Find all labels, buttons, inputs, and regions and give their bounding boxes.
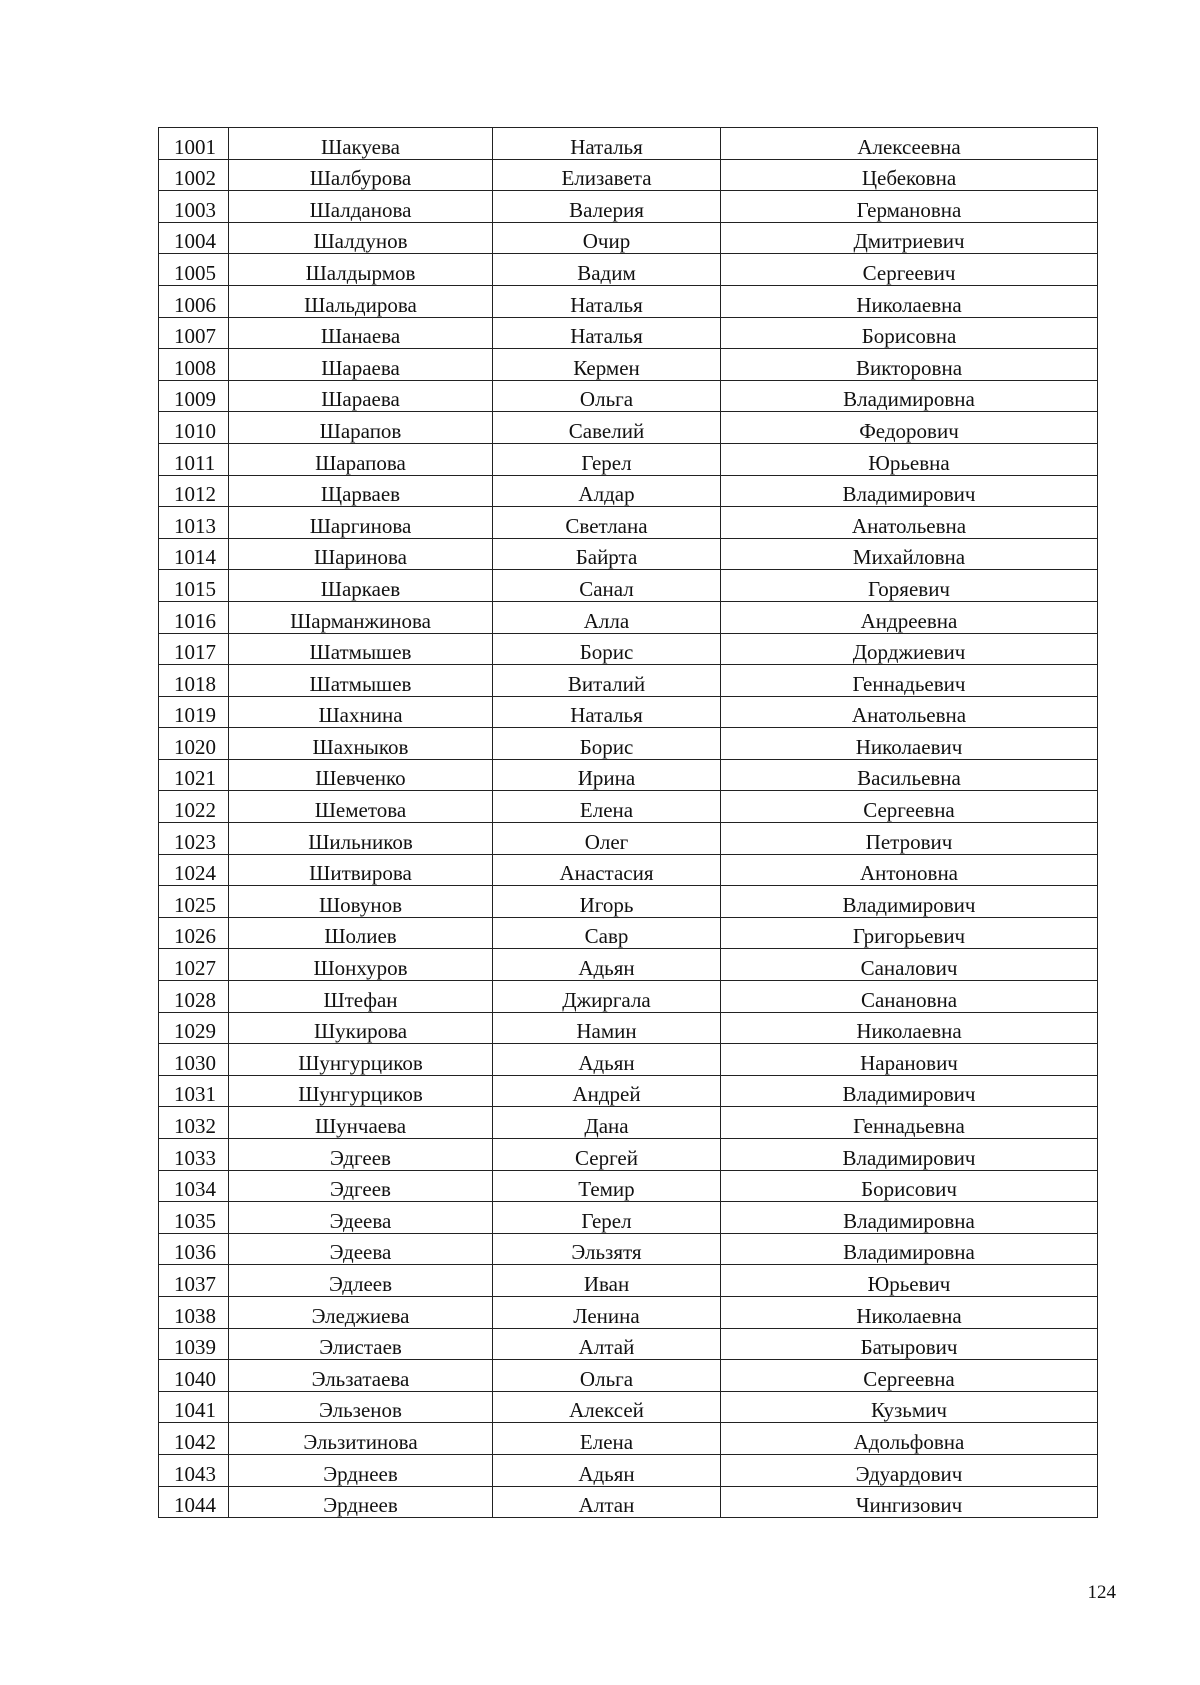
patronymic-cell: Николаевна (721, 1296, 1098, 1328)
surname-cell: Шалбурова (229, 159, 493, 191)
patronymic-cell: Германовна (721, 191, 1098, 223)
first-name-cell: Темир (493, 1170, 721, 1202)
first-name-cell: Елизавета (493, 159, 721, 191)
table-row (159, 601, 1098, 633)
table-row (159, 349, 1098, 381)
patronymic-cell: Дорджиевич (721, 633, 1098, 665)
first-name-cell: Герел (493, 443, 721, 475)
surname-cell: Эрднеев (229, 1486, 493, 1518)
patronymic-cell: Андреевна (721, 601, 1098, 633)
patronymic-cell: Санановна (721, 981, 1098, 1013)
table-row (159, 1360, 1098, 1392)
row-number-cell: 1011 (159, 443, 229, 475)
patronymic-cell: Владимирович (721, 1075, 1098, 1107)
row-number-cell: 1044 (159, 1486, 229, 1518)
table-row (159, 1265, 1098, 1297)
table-row (159, 380, 1098, 412)
row-number-cell: 1032 (159, 1107, 229, 1139)
row-number-cell: 1028 (159, 981, 229, 1013)
surname-cell: Шитвирова (229, 854, 493, 886)
first-name-cell: Адьян (493, 1454, 721, 1486)
patronymic-cell: Анатольевна (721, 696, 1098, 728)
first-name-cell: Ирина (493, 759, 721, 791)
row-number-cell: 1020 (159, 728, 229, 760)
row-number-cell: 1019 (159, 696, 229, 728)
surname-cell: Шевченко (229, 759, 493, 791)
surname-cell: Шакуева (229, 128, 493, 160)
first-name-cell: Алла (493, 601, 721, 633)
table-row (159, 254, 1098, 286)
surname-cell: Эледжиева (229, 1296, 493, 1328)
row-number-cell: 1027 (159, 949, 229, 981)
table-row (159, 791, 1098, 823)
table-row (159, 475, 1098, 507)
patronymic-cell: Григорьевич (721, 917, 1098, 949)
row-number-cell: 1018 (159, 665, 229, 697)
row-number-cell: 1010 (159, 412, 229, 444)
table-row (159, 285, 1098, 317)
row-number-cell: 1009 (159, 380, 229, 412)
row-number-cell: 1040 (159, 1360, 229, 1392)
first-name-cell: Герел (493, 1202, 721, 1234)
table-row (159, 1328, 1098, 1360)
patronymic-cell: Борисович (721, 1170, 1098, 1202)
first-name-cell: Борис (493, 728, 721, 760)
row-number-cell: 1029 (159, 1012, 229, 1044)
row-number-cell: 1015 (159, 570, 229, 602)
first-name-cell: Адьян (493, 1044, 721, 1076)
patronymic-cell: Наранович (721, 1044, 1098, 1076)
surname-cell: Шараева (229, 380, 493, 412)
patronymic-cell: Владимирович (721, 1139, 1098, 1171)
first-name-cell: Иван (493, 1265, 721, 1297)
surname-cell: Шукирова (229, 1012, 493, 1044)
row-number-cell: 1025 (159, 886, 229, 918)
row-number-cell: 1012 (159, 475, 229, 507)
table-row (159, 1170, 1098, 1202)
surname-cell: Шалданова (229, 191, 493, 223)
patronymic-cell: Федорович (721, 412, 1098, 444)
row-number-cell: 1017 (159, 633, 229, 665)
surname-cell: Шалдырмов (229, 254, 493, 286)
first-name-cell: Алтан (493, 1486, 721, 1518)
surname-cell: Шарапова (229, 443, 493, 475)
table-row (159, 981, 1098, 1013)
table-row (159, 886, 1098, 918)
first-name-cell: Алтай (493, 1328, 721, 1360)
row-number-cell: 1021 (159, 759, 229, 791)
first-name-cell: Санал (493, 570, 721, 602)
table-row (159, 949, 1098, 981)
patronymic-cell: Викторовна (721, 349, 1098, 381)
row-number-cell: 1041 (159, 1391, 229, 1423)
surname-cell: Эдеева (229, 1233, 493, 1265)
row-number-cell: 1013 (159, 507, 229, 539)
patronymic-cell: Николаевич (721, 728, 1098, 760)
patronymic-cell: Эдуардович (721, 1454, 1098, 1486)
surname-cell: Шалдунов (229, 222, 493, 254)
first-name-cell: Наталья (493, 285, 721, 317)
surname-cell: Шунгурциков (229, 1044, 493, 1076)
surname-cell: Шахнина (229, 696, 493, 728)
table-row (159, 222, 1098, 254)
table-row (159, 1454, 1098, 1486)
patronymic-cell: Владимирович (721, 886, 1098, 918)
patronymic-cell: Сергеевна (721, 1360, 1098, 1392)
patronymic-cell: Владимировна (721, 1233, 1098, 1265)
row-number-cell: 1043 (159, 1454, 229, 1486)
first-name-cell: Виталий (493, 665, 721, 697)
table-row (159, 696, 1098, 728)
surname-cell: Шахныков (229, 728, 493, 760)
first-name-cell: Алексей (493, 1391, 721, 1423)
first-name-cell: Байрта (493, 538, 721, 570)
row-number-cell: 1024 (159, 854, 229, 886)
row-number-cell: 1039 (159, 1328, 229, 1360)
surname-cell: Шонхуров (229, 949, 493, 981)
first-name-cell: Эльзятя (493, 1233, 721, 1265)
patronymic-cell: Владимировна (721, 1202, 1098, 1234)
first-name-cell: Валерия (493, 191, 721, 223)
table-row (159, 538, 1098, 570)
first-name-cell: Борис (493, 633, 721, 665)
surname-cell: Шунгурциков (229, 1075, 493, 1107)
patronymic-cell: Кузьмич (721, 1391, 1098, 1423)
first-name-cell: Савр (493, 917, 721, 949)
first-name-cell: Савелий (493, 412, 721, 444)
names-table-body (159, 128, 1098, 1518)
first-name-cell: Анастасия (493, 854, 721, 886)
table-row (159, 759, 1098, 791)
row-number-cell: 1037 (159, 1265, 229, 1297)
surname-cell: Шанаева (229, 317, 493, 349)
first-name-cell: Елена (493, 791, 721, 823)
surname-cell: Элистаев (229, 1328, 493, 1360)
row-number-cell: 1003 (159, 191, 229, 223)
first-name-cell: Игорь (493, 886, 721, 918)
table-row (159, 917, 1098, 949)
table-row (159, 728, 1098, 760)
row-number-cell: 1042 (159, 1423, 229, 1455)
row-number-cell: 1014 (159, 538, 229, 570)
row-number-cell: 1004 (159, 222, 229, 254)
table-row (159, 507, 1098, 539)
patronymic-cell: Сергеевна (721, 791, 1098, 823)
row-number-cell: 1023 (159, 823, 229, 855)
table-row (159, 1202, 1098, 1234)
surname-cell: Эдгеев (229, 1139, 493, 1171)
surname-cell: Шаркаев (229, 570, 493, 602)
table-row (159, 159, 1098, 191)
table-row (159, 665, 1098, 697)
row-number-cell: 1007 (159, 317, 229, 349)
table-row (159, 1391, 1098, 1423)
surname-cell: Эльзатаева (229, 1360, 493, 1392)
table-row (159, 1139, 1098, 1171)
first-name-cell: Вадим (493, 254, 721, 286)
first-name-cell: Джиргала (493, 981, 721, 1013)
patronymic-cell: Горяевич (721, 570, 1098, 602)
table-row (159, 1012, 1098, 1044)
first-name-cell: Намин (493, 1012, 721, 1044)
row-number-cell: 1008 (159, 349, 229, 381)
patronymic-cell: Сергеевич (721, 254, 1098, 286)
surname-cell: Шарманжинова (229, 601, 493, 633)
table-row (159, 570, 1098, 602)
surname-cell: Эдеева (229, 1202, 493, 1234)
patronymic-cell: Петрович (721, 823, 1098, 855)
row-number-cell: 1038 (159, 1296, 229, 1328)
first-name-cell: Наталья (493, 317, 721, 349)
table-row (159, 443, 1098, 475)
patronymic-cell: Чингизович (721, 1486, 1098, 1518)
first-name-cell: Светлана (493, 507, 721, 539)
first-name-cell: Ольга (493, 1360, 721, 1392)
patronymic-cell: Васильевна (721, 759, 1098, 791)
surname-cell: Эрднеев (229, 1454, 493, 1486)
table-row (159, 633, 1098, 665)
surname-cell: Шунчаева (229, 1107, 493, 1139)
row-number-cell: 1022 (159, 791, 229, 823)
surname-cell: Щарваев (229, 475, 493, 507)
table-row (159, 317, 1098, 349)
patronymic-cell: Владимирович (721, 475, 1098, 507)
first-name-cell: Ленина (493, 1296, 721, 1328)
first-name-cell: Олег (493, 823, 721, 855)
patronymic-cell: Дмитриевич (721, 222, 1098, 254)
table-row (159, 854, 1098, 886)
patronymic-cell: Саналович (721, 949, 1098, 981)
first-name-cell: Наталья (493, 696, 721, 728)
row-number-cell: 1034 (159, 1170, 229, 1202)
patronymic-cell: Борисовна (721, 317, 1098, 349)
table-row (159, 1296, 1098, 1328)
row-number-cell: 1005 (159, 254, 229, 286)
first-name-cell: Андрей (493, 1075, 721, 1107)
table-row (159, 412, 1098, 444)
table-row (159, 1107, 1098, 1139)
patronymic-cell: Николаевна (721, 285, 1098, 317)
row-number-cell: 1030 (159, 1044, 229, 1076)
row-number-cell: 1001 (159, 128, 229, 160)
patronymic-cell: Геннадьевич (721, 665, 1098, 697)
row-number-cell: 1006 (159, 285, 229, 317)
table-row (159, 1233, 1098, 1265)
first-name-cell: Дана (493, 1107, 721, 1139)
surname-cell: Шаринова (229, 538, 493, 570)
table-row (159, 1486, 1098, 1518)
patronymic-cell: Геннадьевна (721, 1107, 1098, 1139)
table-row (159, 1075, 1098, 1107)
first-name-cell: Кермен (493, 349, 721, 381)
surname-cell: Шатмышев (229, 633, 493, 665)
first-name-cell: Наталья (493, 128, 721, 160)
patronymic-cell: Адольфовна (721, 1423, 1098, 1455)
first-name-cell: Елена (493, 1423, 721, 1455)
first-name-cell: Очир (493, 222, 721, 254)
surname-cell: Штефан (229, 981, 493, 1013)
surname-cell: Шолиев (229, 917, 493, 949)
patronymic-cell: Юрьевич (721, 1265, 1098, 1297)
page-number: 124 (1087, 1582, 1116, 1603)
patronymic-cell: Алексеевна (721, 128, 1098, 160)
surname-cell: Шальдирова (229, 285, 493, 317)
patronymic-cell: Антоновна (721, 854, 1098, 886)
row-number-cell: 1016 (159, 601, 229, 633)
table-row (159, 128, 1098, 160)
surname-cell: Шовунов (229, 886, 493, 918)
first-name-cell: Адьян (493, 949, 721, 981)
first-name-cell: Сергей (493, 1139, 721, 1171)
row-number-cell: 1036 (159, 1233, 229, 1265)
surname-cell: Эдгеев (229, 1170, 493, 1202)
surname-cell: Шараева (229, 349, 493, 381)
table-row (159, 191, 1098, 223)
patronymic-cell: Юрьевна (721, 443, 1098, 475)
surname-cell: Эльзенов (229, 1391, 493, 1423)
table-row (159, 1423, 1098, 1455)
first-name-cell: Ольга (493, 380, 721, 412)
row-number-cell: 1002 (159, 159, 229, 191)
table-row (159, 823, 1098, 855)
patronymic-cell: Анатольевна (721, 507, 1098, 539)
row-number-cell: 1033 (159, 1139, 229, 1171)
patronymic-cell: Николаевна (721, 1012, 1098, 1044)
row-number-cell: 1031 (159, 1075, 229, 1107)
names-table (158, 127, 1098, 1518)
surname-cell: Шатмышев (229, 665, 493, 697)
patronymic-cell: Михайловна (721, 538, 1098, 570)
patronymic-cell: Цебековна (721, 159, 1098, 191)
row-number-cell: 1026 (159, 917, 229, 949)
surname-cell: Шильников (229, 823, 493, 855)
surname-cell: Шеметова (229, 791, 493, 823)
row-number-cell: 1035 (159, 1202, 229, 1234)
surname-cell: Эльзитинова (229, 1423, 493, 1455)
surname-cell: Эдлеев (229, 1265, 493, 1297)
first-name-cell: Алдар (493, 475, 721, 507)
table-row (159, 1044, 1098, 1076)
surname-cell: Шаргинова (229, 507, 493, 539)
surname-cell: Шарапов (229, 412, 493, 444)
patronymic-cell: Владимировна (721, 380, 1098, 412)
patronymic-cell: Батырович (721, 1328, 1098, 1360)
